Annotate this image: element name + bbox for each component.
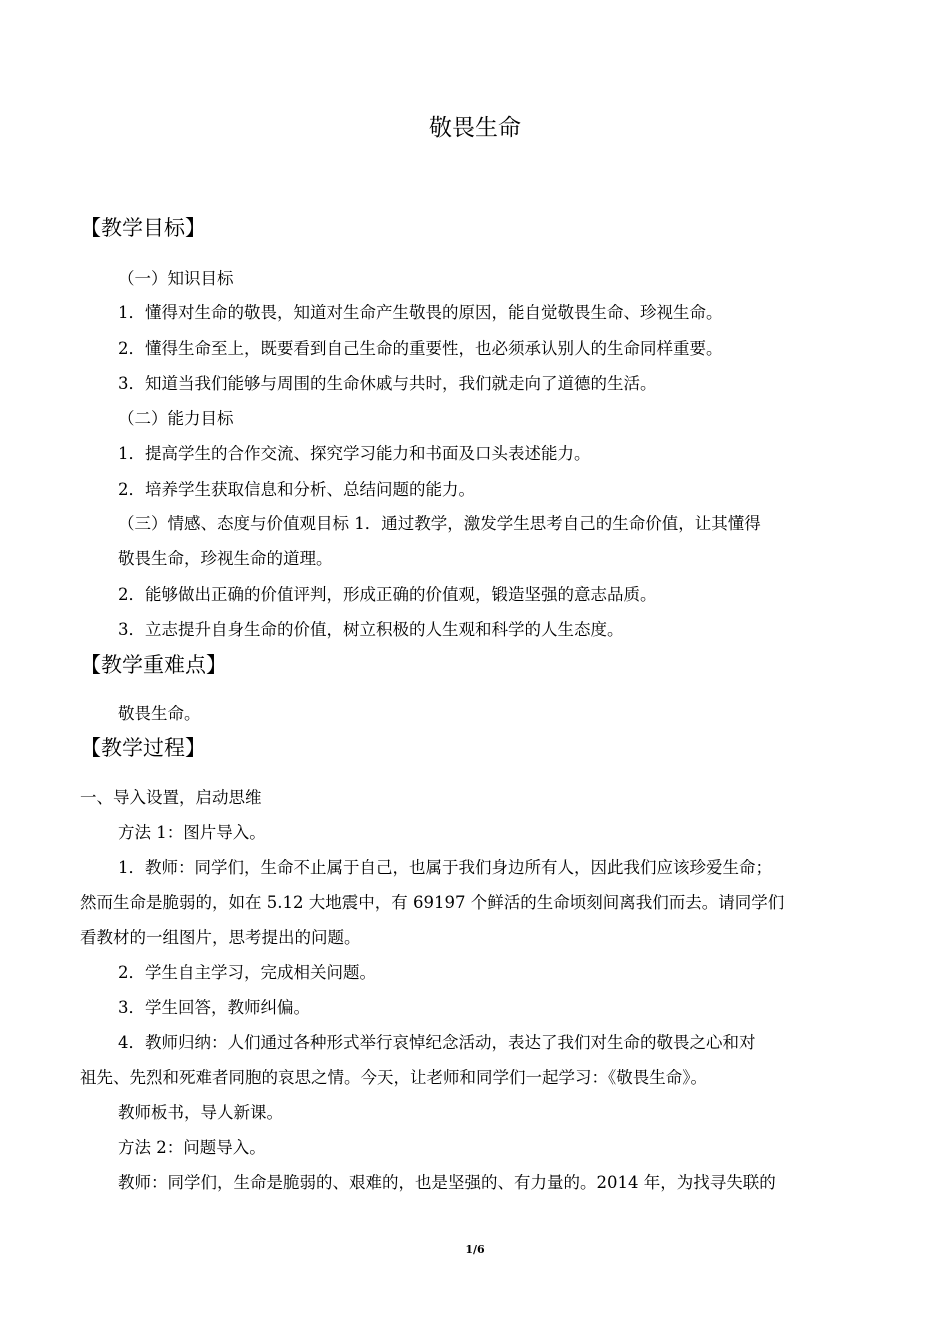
process-line: 方法 1：图片导入。 [118,823,266,842]
process-line: 然而生命是脆弱的，如在 5.12 大地震中，有 69197 个鲜活的生命顷刻间离我们而去。请同学们 [80,893,785,912]
process-line: 4．教师归纳：人们通过各种形式举行哀悼纪念活动，表达了我们对生命的敬畏之心和对 [118,1033,756,1052]
goals-line: 3．知道当我们能够与周围的生命休戚与共时，我们就走向了道德的生活。 [118,374,657,393]
process-line: 祖先、先烈和死难者同胞的哀思之情。今天，让老师和同学们一起学习：《敬畏生命》。 [80,1068,707,1087]
process-line: 1．教师：同学们，生命不止属于自己，也属于我们身边所有人，因此我们应该珍爱生命； [118,858,772,877]
section-heading-goals: 【教学目标】 [80,216,206,240]
page-title: 敬畏生命 [429,115,521,141]
process-line: 方法 2：问题导入。 [118,1138,266,1157]
process-line: 看教材的一组图片，思考提出的问题。 [80,928,361,947]
goals-line: 2．懂得生命至上，既要看到自己生命的重要性，也必须承认别人的生命同样重要。 [118,339,723,358]
process-line: 一、导入设置，启动思维 [80,788,262,807]
goals-line: 敬畏生命，珍视生命的道理。 [118,549,333,568]
goals-line: 1．提高学生的合作交流、探究学习能力和书面及口头表述能力。 [118,444,591,463]
process-line: 2．学生自主学习，完成相关问题。 [118,963,376,982]
page-number: 1/6 [465,1243,485,1256]
goals-line: （二）能力目标 [118,409,234,428]
goals-line: 2．培养学生获取信息和分析、总结问题的能力。 [118,480,475,499]
keypoints-line: 敬畏生命。 [118,704,201,723]
process-line: 教师：同学们，生命是脆弱的、艰难的，也是坚强的、有力量的。2014 年，为找寻失联的 [118,1173,776,1192]
goals-line: （三）情感、态度与价值观目标 1．通过教学，激发学生思考自己的生命价值，让其懂得 [118,514,761,533]
goals-line: 1．懂得对生命的敬畏，知道对生命产生敬畏的原因，能自觉敬畏生命、珍视生命。 [118,303,723,322]
section-heading-process: 【教学过程】 [80,736,206,760]
goals-line: 2．能够做出正确的价值评判，形成正确的价值观，锻造坚强的意志品质。 [118,585,657,604]
process-line: 教师板书，导人新课。 [118,1103,283,1122]
section-heading-keypoints: 【教学重难点】 [80,653,227,677]
goals-line: （一）知识目标 [118,269,234,288]
process-line: 3．学生回答，教师纠偏。 [118,998,310,1017]
goals-line: 3．立志提升自身生命的价值，树立积极的人生观和科学的人生态度。 [118,620,624,639]
